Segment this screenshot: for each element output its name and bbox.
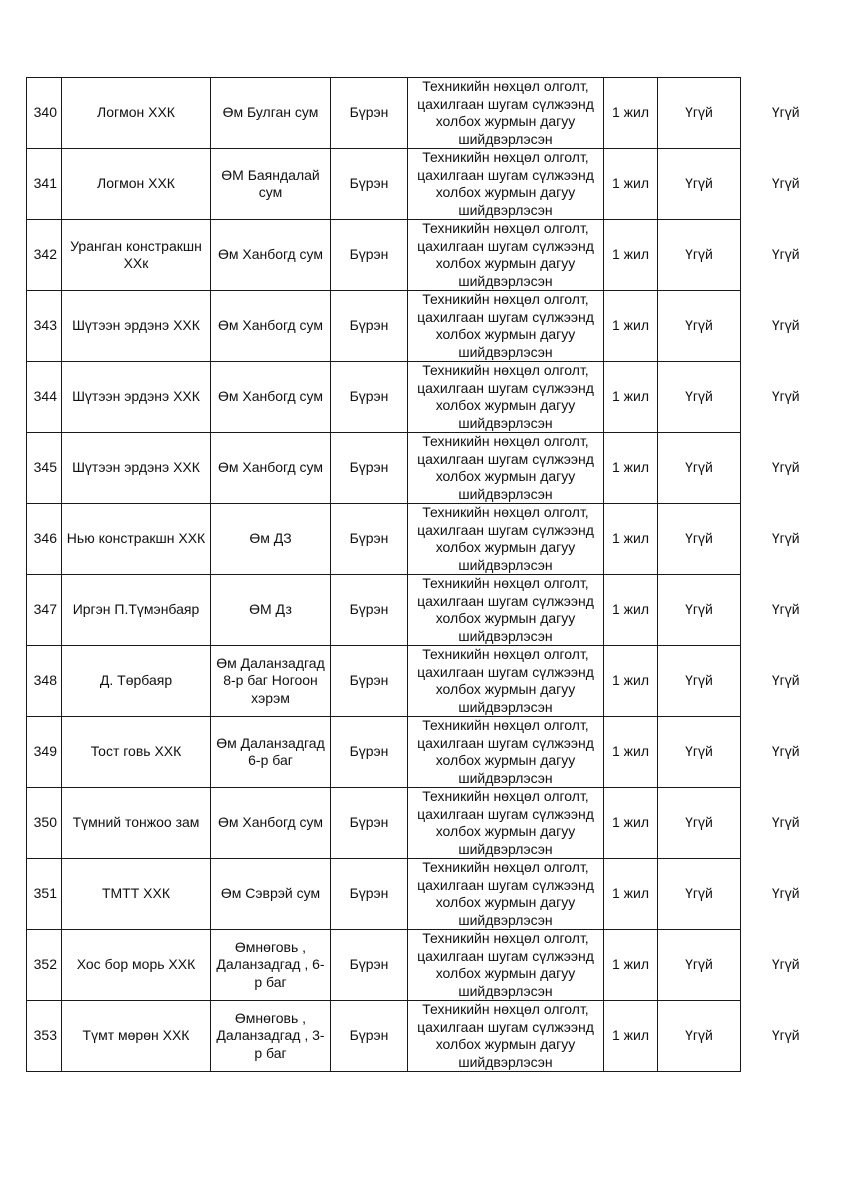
duration-cell: 1 жил [604, 149, 658, 220]
description-cell: Техникийн нөхцөл олголт, цахилгаан шугам сүлжээнд холбох журмын дагуу шийдвэрлэсэн [408, 646, 604, 717]
description-cell: Техникийн нөхцөл олголт, цахилгаан шугам сүлжээнд холбох журмын дагуу шийдвэрлэсэн [408, 220, 604, 291]
status-cell: Бүрэн [331, 930, 408, 1001]
location-cell: Өм Даланзадгад 6-р баг [211, 717, 331, 788]
row-number-cell: 348 [27, 646, 62, 717]
description-cell: Техникийн нөхцөл олголт, цахилгаан шугам сүлжээнд холбох журмын дагуу шийдвэрлэсэн [408, 575, 604, 646]
flag-cell-7: Үгүй [658, 930, 741, 1001]
duration-cell: 1 жил [604, 788, 658, 859]
status-cell: Бүрэн [331, 149, 408, 220]
status-cell: Бүрэн [331, 220, 408, 291]
description-cell: Техникийн нөхцөл олголт, цахилгаан шугам сүлжээнд холбох журмын дагуу шийдвэрлэсэн [408, 1001, 604, 1072]
table-row [27, 788, 831, 859]
company-name-cell: Хос бор морь ХХК [62, 930, 211, 1001]
flag-cell-8: Үгүй [741, 575, 831, 646]
table-row [27, 717, 831, 788]
location-cell: Өм ДЗ [211, 504, 331, 575]
registry-table [26, 77, 831, 1072]
table-row [27, 646, 831, 717]
flag-cell-8: Үгүй [741, 1001, 831, 1072]
location-cell: Өм Ханбогд сум [211, 220, 331, 291]
company-name-cell: Нью констракшн ХХК [62, 504, 211, 575]
row-number-cell: 343 [27, 291, 62, 362]
company-name-cell: Логмон ХХК [62, 149, 211, 220]
description-cell: Техникийн нөхцөл олголт, цахилгаан шугам сүлжээнд холбох журмын дагуу шийдвэрлэсэн [408, 788, 604, 859]
status-cell: Бүрэн [331, 575, 408, 646]
table-row [27, 433, 831, 504]
duration-cell: 1 жил [604, 220, 658, 291]
description-cell: Техникийн нөхцөл олголт, цахилгаан шугам сүлжээнд холбох журмын дагуу шийдвэрлэсэн [408, 362, 604, 433]
flag-cell-8: Үгүй [741, 220, 831, 291]
location-cell: Өм Ханбогд сум [211, 788, 331, 859]
row-number-cell: 346 [27, 504, 62, 575]
location-cell: ӨМ Баяндалай сум [211, 149, 331, 220]
status-cell: Бүрэн [331, 1001, 408, 1072]
table-row [27, 1001, 831, 1072]
row-number-cell: 349 [27, 717, 62, 788]
status-cell: Бүрэн [331, 646, 408, 717]
company-name-cell: Түмний тонжоо зам [62, 788, 211, 859]
location-cell: Өм Булган сум [211, 78, 331, 149]
flag-cell-7: Үгүй [658, 78, 741, 149]
company-name-cell: ТМТТ ХХК [62, 859, 211, 930]
status-cell: Бүрэн [331, 717, 408, 788]
table-row [27, 291, 831, 362]
duration-cell: 1 жил [604, 646, 658, 717]
duration-cell: 1 жил [604, 433, 658, 504]
description-cell: Техникийн нөхцөл олголт, цахилгаан шугам сүлжээнд холбох журмын дагуу шийдвэрлэсэн [408, 717, 604, 788]
location-cell: Өм Ханбогд сум [211, 362, 331, 433]
row-number-cell: 351 [27, 859, 62, 930]
status-cell: Бүрэн [331, 78, 408, 149]
document-page [26, 77, 831, 1072]
duration-cell: 1 жил [604, 717, 658, 788]
description-cell: Техникийн нөхцөл олголт, цахилгаан шугам сүлжээнд холбох журмын дагуу шийдвэрлэсэн [408, 433, 604, 504]
table-row [27, 362, 831, 433]
location-cell: ӨМ Дз [211, 575, 331, 646]
duration-cell: 1 жил [604, 504, 658, 575]
flag-cell-8: Үгүй [741, 291, 831, 362]
flag-cell-8: Үгүй [741, 433, 831, 504]
row-number-cell: 344 [27, 362, 62, 433]
description-cell: Техникийн нөхцөл олголт, цахилгаан шугам сүлжээнд холбох журмын дагуу шийдвэрлэсэн [408, 859, 604, 930]
location-cell: Өм Даланзадгад 8-р баг Ногоон хэрэм [211, 646, 331, 717]
company-name-cell: Тост говь ХХК [62, 717, 211, 788]
flag-cell-7: Үгүй [658, 859, 741, 930]
status-cell: Бүрэн [331, 433, 408, 504]
status-cell: Бүрэн [331, 504, 408, 575]
location-cell: Өм Сэврэй сум [211, 859, 331, 930]
flag-cell-8: Үгүй [741, 788, 831, 859]
table-row [27, 504, 831, 575]
table-row [27, 220, 831, 291]
flag-cell-7: Үгүй [658, 717, 741, 788]
duration-cell: 1 жил [604, 930, 658, 1001]
description-cell: Техникийн нөхцөл олголт, цахилгаан шугам сүлжээнд холбох журмын дагуу шийдвэрлэсэн [408, 78, 604, 149]
status-cell: Бүрэн [331, 859, 408, 930]
flag-cell-8: Үгүй [741, 930, 831, 1001]
flag-cell-7: Үгүй [658, 220, 741, 291]
company-name-cell: Шүтээн эрдэнэ ХХК [62, 291, 211, 362]
flag-cell-7: Үгүй [658, 1001, 741, 1072]
description-cell: Техникийн нөхцөл олголт, цахилгаан шугам сүлжээнд холбох журмын дагуу шийдвэрлэсэн [408, 291, 604, 362]
row-number-cell: 341 [27, 149, 62, 220]
flag-cell-8: Үгүй [741, 78, 831, 149]
description-cell: Техникийн нөхцөл олголт, цахилгаан шугам сүлжээнд холбох журмын дагуу шийдвэрлэсэн [408, 149, 604, 220]
row-number-cell: 342 [27, 220, 62, 291]
flag-cell-7: Үгүй [658, 433, 741, 504]
table-row [27, 575, 831, 646]
company-name-cell: Шүтээн эрдэнэ ХХК [62, 362, 211, 433]
row-number-cell: 340 [27, 78, 62, 149]
duration-cell: 1 жил [604, 362, 658, 433]
location-cell: Өмнөговь , Даланзадгад , 3-р баг [211, 1001, 331, 1072]
flag-cell-7: Үгүй [658, 575, 741, 646]
company-name-cell: Шүтээн эрдэнэ ХХК [62, 433, 211, 504]
table-row [27, 859, 831, 930]
flag-cell-7: Үгүй [658, 504, 741, 575]
flag-cell-7: Үгүй [658, 149, 741, 220]
location-cell: Өм Ханбогд сум [211, 433, 331, 504]
table-row [27, 149, 831, 220]
duration-cell: 1 жил [604, 291, 658, 362]
table-body [27, 78, 831, 1072]
row-number-cell: 350 [27, 788, 62, 859]
flag-cell-7: Үгүй [658, 362, 741, 433]
flag-cell-8: Үгүй [741, 362, 831, 433]
duration-cell: 1 жил [604, 1001, 658, 1072]
row-number-cell: 345 [27, 433, 62, 504]
flag-cell-7: Үгүй [658, 291, 741, 362]
flag-cell-8: Үгүй [741, 717, 831, 788]
status-cell: Бүрэн [331, 291, 408, 362]
description-cell: Техникийн нөхцөл олголт, цахилгаан шугам сүлжээнд холбох журмын дагуу шийдвэрлэсэн [408, 930, 604, 1001]
description-cell: Техникийн нөхцөл олголт, цахилгаан шугам сүлжээнд холбох журмын дагуу шийдвэрлэсэн [408, 504, 604, 575]
flag-cell-8: Үгүй [741, 646, 831, 717]
row-number-cell: 353 [27, 1001, 62, 1072]
status-cell: Бүрэн [331, 362, 408, 433]
table-row [27, 930, 831, 1001]
table-row [27, 78, 831, 149]
duration-cell: 1 жил [604, 859, 658, 930]
flag-cell-7: Үгүй [658, 646, 741, 717]
company-name-cell: Түмт мөрөн ХХК [62, 1001, 211, 1072]
flag-cell-8: Үгүй [741, 859, 831, 930]
flag-cell-7: Үгүй [658, 788, 741, 859]
location-cell: Өм Ханбогд сум [211, 291, 331, 362]
company-name-cell: Логмон ХХК [62, 78, 211, 149]
row-number-cell: 352 [27, 930, 62, 1001]
row-number-cell: 347 [27, 575, 62, 646]
status-cell: Бүрэн [331, 788, 408, 859]
duration-cell: 1 жил [604, 78, 658, 149]
location-cell: Өмнөговь , Даланзадгад , 6-р баг [211, 930, 331, 1001]
flag-cell-8: Үгүй [741, 149, 831, 220]
company-name-cell: Уранган констракшн ХХк [62, 220, 211, 291]
company-name-cell: Иргэн П.Түмэнбаяр [62, 575, 211, 646]
flag-cell-8: Үгүй [741, 504, 831, 575]
company-name-cell: Д. Төрбаяр [62, 646, 211, 717]
duration-cell: 1 жил [604, 575, 658, 646]
